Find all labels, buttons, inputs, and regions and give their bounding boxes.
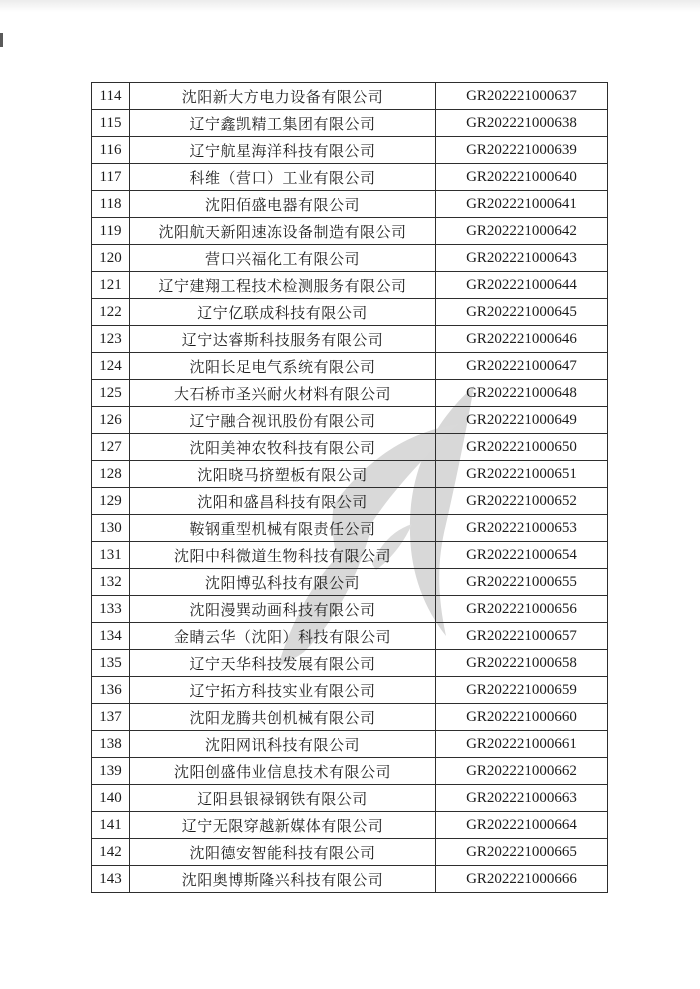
row-number-cell: 127 (92, 434, 130, 461)
table-row (92, 272, 608, 299)
registration-code-cell: GR202221000650 (436, 434, 608, 461)
registration-code-cell: GR202221000643 (436, 245, 608, 272)
company-name-cell: 辽宁达睿斯科技服务有限公司 (130, 326, 436, 353)
table-row (92, 380, 608, 407)
company-name-cell: 科维（营口）工业有限公司 (130, 164, 436, 191)
company-name-cell: 辽宁建翔工程技术检测服务有限公司 (130, 272, 436, 299)
table-row (92, 812, 608, 839)
table-row (92, 785, 608, 812)
registration-code-cell: GR202221000657 (436, 623, 608, 650)
registration-code-cell: GR202221000645 (436, 299, 608, 326)
table-row (92, 839, 608, 866)
company-name-cell: 沈阳创盛伟业信息技术有限公司 (130, 758, 436, 785)
table-row (92, 434, 608, 461)
company-name-cell: 沈阳美神农牧科技有限公司 (130, 434, 436, 461)
registration-code-cell: GR202221000646 (436, 326, 608, 353)
table-row (92, 569, 608, 596)
table-row (92, 866, 608, 893)
row-number-cell: 143 (92, 866, 130, 893)
company-name-cell: 辽宁融合视讯股份有限公司 (130, 407, 436, 434)
registration-code-cell: GR202221000653 (436, 515, 608, 542)
row-number-cell: 115 (92, 110, 130, 137)
row-number-cell: 117 (92, 164, 130, 191)
registration-code-cell: GR202221000660 (436, 704, 608, 731)
registration-code-cell: GR202221000659 (436, 677, 608, 704)
table-row (92, 596, 608, 623)
registration-code-cell: GR202221000662 (436, 758, 608, 785)
row-number-cell: 133 (92, 596, 130, 623)
row-number-cell: 121 (92, 272, 130, 299)
registration-code-cell: GR202221000647 (436, 353, 608, 380)
row-number-cell: 142 (92, 839, 130, 866)
row-number-cell: 125 (92, 380, 130, 407)
row-number-cell: 119 (92, 218, 130, 245)
page-top-scan-shade (0, 0, 700, 12)
table-row (92, 191, 608, 218)
company-name-cell: 沈阳新大方电力设备有限公司 (130, 83, 436, 110)
row-number-cell: 132 (92, 569, 130, 596)
table-row (92, 137, 608, 164)
row-number-cell: 135 (92, 650, 130, 677)
row-number-cell: 138 (92, 731, 130, 758)
company-name-cell: 沈阳博弘科技有限公司 (130, 569, 436, 596)
registration-table-body (92, 83, 608, 893)
company-name-cell: 辽宁天华科技发展有限公司 (130, 650, 436, 677)
registration-code-cell: GR202221000658 (436, 650, 608, 677)
row-number-cell: 116 (92, 137, 130, 164)
table-row (92, 461, 608, 488)
company-name-cell: 沈阳德安智能科技有限公司 (130, 839, 436, 866)
row-number-cell: 123 (92, 326, 130, 353)
table-row (92, 326, 608, 353)
registration-code-cell: GR202221000652 (436, 488, 608, 515)
registration-code-cell: GR202221000655 (436, 569, 608, 596)
table-row (92, 542, 608, 569)
row-number-cell: 124 (92, 353, 130, 380)
row-number-cell: 122 (92, 299, 130, 326)
company-name-cell: 辽阳县银禄钢铁有限公司 (130, 785, 436, 812)
registration-code-cell: GR202221000654 (436, 542, 608, 569)
company-name-cell: 沈阳中科微道生物科技有限公司 (130, 542, 436, 569)
row-number-cell: 131 (92, 542, 130, 569)
company-name-cell: 沈阳航天新阳速冻设备制造有限公司 (130, 218, 436, 245)
table-row (92, 245, 608, 272)
row-number-cell: 118 (92, 191, 130, 218)
row-number-cell: 128 (92, 461, 130, 488)
company-name-cell: 沈阳龙腾共创机械有限公司 (130, 704, 436, 731)
company-name-cell: 沈阳和盛昌科技有限公司 (130, 488, 436, 515)
registration-code-cell: GR202221000661 (436, 731, 608, 758)
row-number-cell: 137 (92, 704, 130, 731)
company-name-cell: 辽宁拓方科技实业有限公司 (130, 677, 436, 704)
registration-code-cell: GR202221000642 (436, 218, 608, 245)
table-row (92, 407, 608, 434)
registration-code-cell: GR202221000663 (436, 785, 608, 812)
company-name-cell: 沈阳漫巽动画科技有限公司 (130, 596, 436, 623)
table-row (92, 164, 608, 191)
table-row (92, 677, 608, 704)
registration-code-cell: GR202221000666 (436, 866, 608, 893)
company-name-cell: 辽宁鑫凯精工集团有限公司 (130, 110, 436, 137)
company-name-cell: 辽宁无限穿越新媒体有限公司 (130, 812, 436, 839)
table-row (92, 623, 608, 650)
registration-code-cell: GR202221000644 (436, 272, 608, 299)
company-name-cell: 辽宁航星海洋科技有限公司 (130, 137, 436, 164)
row-number-cell: 120 (92, 245, 130, 272)
row-number-cell: 136 (92, 677, 130, 704)
company-name-cell: 鞍钢重型机械有限责任公司 (130, 515, 436, 542)
table-row (92, 110, 608, 137)
table-row (92, 650, 608, 677)
company-name-cell: 沈阳晓马挤塑板有限公司 (130, 461, 436, 488)
table-row (92, 299, 608, 326)
registration-code-cell: GR202221000639 (436, 137, 608, 164)
table-row (92, 218, 608, 245)
table-row (92, 488, 608, 515)
registration-code-cell: GR202221000640 (436, 164, 608, 191)
registration-code-cell: GR202221000649 (436, 407, 608, 434)
table-row (92, 731, 608, 758)
row-number-cell: 126 (92, 407, 130, 434)
registration-code-cell: GR202221000638 (436, 110, 608, 137)
registration-code-cell: GR202221000656 (436, 596, 608, 623)
registration-code-cell: GR202221000664 (436, 812, 608, 839)
registration-code-cell: GR202221000651 (436, 461, 608, 488)
company-registration-table (91, 82, 608, 893)
company-name-cell: 沈阳网讯科技有限公司 (130, 731, 436, 758)
row-number-cell: 114 (92, 83, 130, 110)
registration-code-cell: GR202221000641 (436, 191, 608, 218)
row-number-cell: 130 (92, 515, 130, 542)
company-name-cell: 大石桥市圣兴耐火材料有限公司 (130, 380, 436, 407)
row-number-cell: 134 (92, 623, 130, 650)
company-name-cell: 金睛云华（沈阳）科技有限公司 (130, 623, 436, 650)
registration-code-cell: GR202221000665 (436, 839, 608, 866)
company-name-cell: 辽宁亿联成科技有限公司 (130, 299, 436, 326)
left-edge-scan-artifact (0, 33, 3, 47)
company-name-cell: 沈阳佰盛电器有限公司 (130, 191, 436, 218)
registration-code-cell: GR202221000637 (436, 83, 608, 110)
row-number-cell: 129 (92, 488, 130, 515)
company-name-cell: 营口兴福化工有限公司 (130, 245, 436, 272)
table-row (92, 704, 608, 731)
table-row (92, 758, 608, 785)
row-number-cell: 140 (92, 785, 130, 812)
row-number-cell: 139 (92, 758, 130, 785)
company-name-cell: 沈阳长足电气系统有限公司 (130, 353, 436, 380)
table-row (92, 515, 608, 542)
row-number-cell: 141 (92, 812, 130, 839)
table-row (92, 83, 608, 110)
registration-code-cell: GR202221000648 (436, 380, 608, 407)
company-name-cell: 沈阳奥博斯隆兴科技有限公司 (130, 866, 436, 893)
table-row (92, 353, 608, 380)
